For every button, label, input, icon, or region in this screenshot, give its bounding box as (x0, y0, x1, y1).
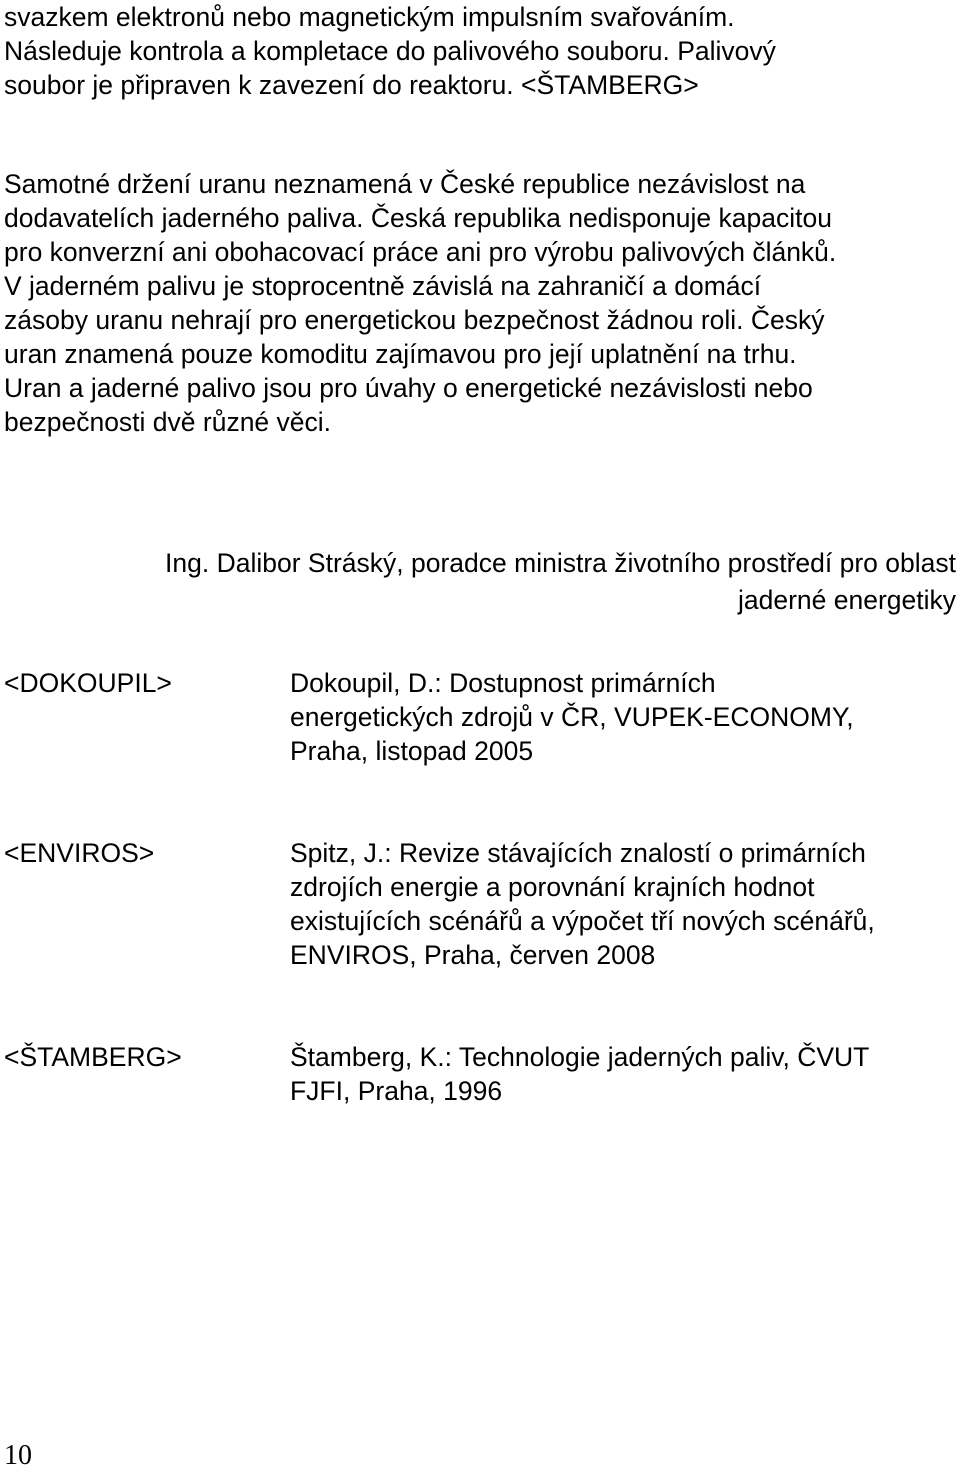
reference-line: Dokoupil, D.: Dostupnost primárních (290, 668, 716, 698)
author-signature-line-2: jaderné energetiky (737, 585, 956, 615)
reference-line: ENVIROS, Praha, červen 2008 (290, 940, 656, 970)
reference-line: FJFI, Praha, 1996 (290, 1076, 503, 1106)
reference-line: energetických zdrojů v ČR, VUPEK-ECONOMY, (290, 702, 854, 732)
reference-text (290, 666, 854, 768)
reference-key: <ŠTAMBERG> (4, 1042, 182, 1072)
page-number: 10 (4, 1440, 32, 1471)
reference-line: zdrojích energie a porovnání krajních hodnot (290, 872, 815, 902)
paragraph-line: uran znamená pouze komoditu zajímavou pro její uplatnění na trhu. (4, 339, 797, 369)
reference-line: Praha, listopad 2005 (290, 736, 534, 766)
paragraph-line: dodavatelích jaderného paliva. Česká republika nedisponuje kapacitou (4, 203, 832, 233)
reference-text (290, 836, 875, 972)
paragraph-line: pro konverzní ani obohacovací práce ani pro výrobu palivových článků. (4, 237, 837, 267)
paragraph-line: Samotné držení uranu neznamená v České republice nezávislost na (4, 169, 806, 199)
reference-line: Štamberg, K.: Technologie jaderných paliv, ČVUT (290, 1042, 870, 1072)
author-signature-line-1: Ing. Dalibor Stráský, poradce ministra životního prostředí pro oblast (165, 548, 956, 578)
paragraph-line: bezpečnosti dvě různé věci. (4, 407, 332, 437)
paragraph-line: V jaderném palivu je stoprocentně závislá na zahraničí a domácí (4, 271, 762, 301)
paragraph-line: soubor je připraven k zavezení do reaktoru. <ŠTAMBERG> (4, 70, 699, 100)
paragraph-line: Následuje kontrola a kompletace do palivového souboru. Palivový (4, 36, 776, 66)
reference-key: <DOKOUPIL> (4, 668, 172, 698)
paragraph-uranium-independence (4, 167, 954, 439)
paragraph-line: zásoby uranu nehrají pro energetickou bezpečnost žádnou roli. Český (4, 305, 825, 335)
reference-text (290, 1040, 869, 1108)
reference-key: <ENVIROS> (4, 838, 155, 868)
paragraph-line: svazkem elektronů nebo magnetickým impulsním svařováním. (4, 2, 735, 32)
paragraph-fuel-assembly (4, 0, 954, 102)
reference-line: Spitz, J.: Revize stávajících znalostí o primárních (290, 838, 866, 868)
reference-line: existujících scénářů a výpočet tří nových scénářů, (290, 906, 875, 936)
paragraph-line: Uran a jaderné palivo jsou pro úvahy o energetické nezávislosti nebo (4, 373, 813, 403)
